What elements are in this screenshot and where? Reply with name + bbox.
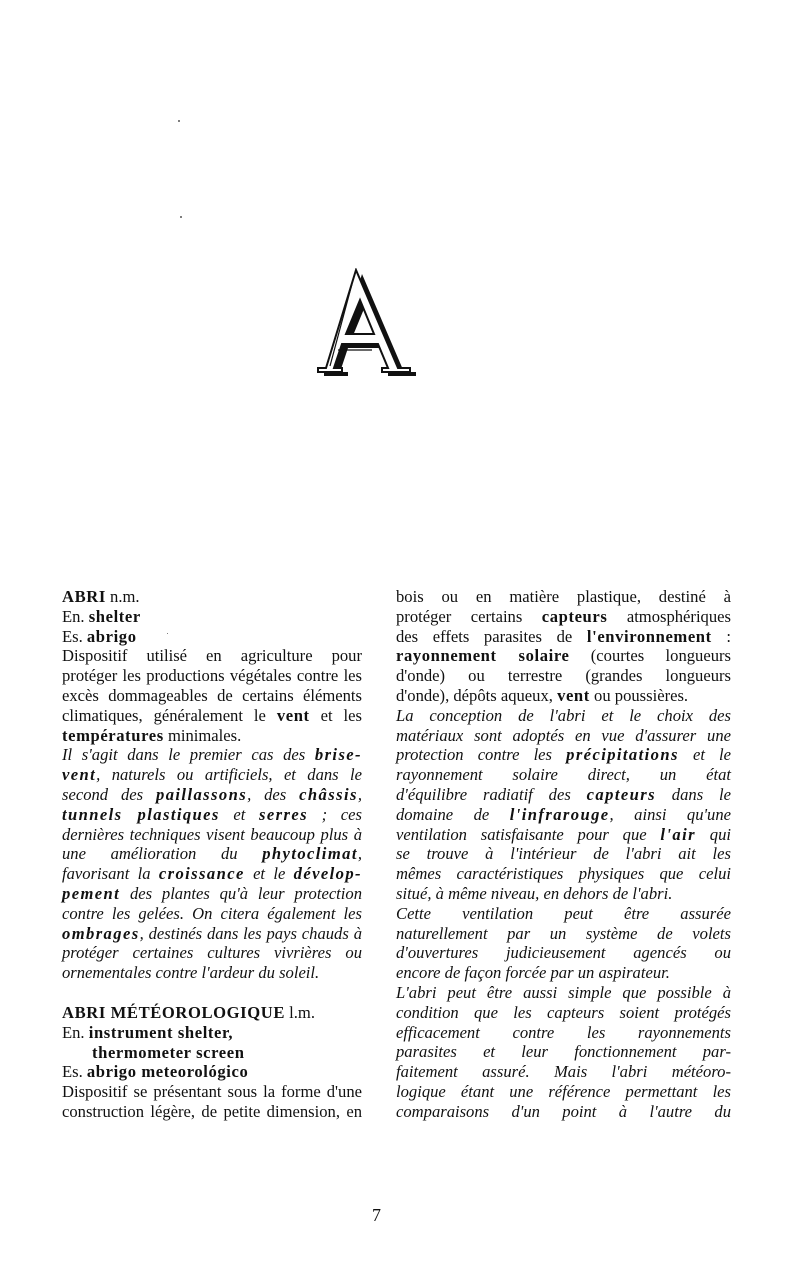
text-line bbox=[396, 1023, 731, 1043]
bold-term: abrigo meteorológico bbox=[86, 1062, 249, 1082]
text-line bbox=[396, 686, 731, 706]
text-segment: parasites et leur fonctionnement par- bbox=[396, 1042, 731, 1062]
left-column-entry-abri-meteorologique bbox=[62, 1003, 362, 1122]
bold-term: serres bbox=[259, 804, 309, 824]
text-line bbox=[396, 745, 731, 765]
text-line bbox=[396, 943, 731, 963]
text-line bbox=[396, 924, 731, 944]
text-segment: condition que les capteurs soient protégés bbox=[396, 1002, 731, 1022]
bold-term: ABRI MÉTÉOROLOGIQUE bbox=[62, 1003, 286, 1022]
text-segment: La conception de l'abri et le choix des bbox=[396, 705, 731, 725]
bold-term: pement bbox=[62, 883, 121, 903]
text-segment: et le bbox=[678, 745, 732, 765]
text-line bbox=[396, 1003, 731, 1023]
text-line bbox=[396, 825, 731, 845]
text-line bbox=[396, 884, 731, 904]
chapter-letter-a-logo bbox=[308, 268, 420, 380]
bold-term: capteurs bbox=[586, 784, 656, 804]
text-line bbox=[396, 765, 731, 785]
bold-term: shelter bbox=[88, 606, 141, 626]
text-segment: logique étant une référence permettant les bbox=[396, 1081, 731, 1101]
text-line bbox=[396, 587, 731, 607]
text-segment: qui bbox=[696, 824, 731, 844]
text-line bbox=[396, 1062, 731, 1082]
text-segment: protéger les productions végétales contre les bbox=[62, 666, 362, 686]
text-segment: ventilation satisfaisante pour que bbox=[396, 824, 661, 844]
text-segment: protéger certains bbox=[396, 606, 542, 626]
bold-term: instrument shelter, bbox=[88, 1022, 234, 1042]
text-segment: protection contre les bbox=[396, 745, 567, 765]
text-line bbox=[396, 607, 731, 627]
text-segment: domaine de bbox=[396, 804, 510, 824]
text-line bbox=[396, 706, 731, 726]
text-line bbox=[62, 963, 362, 983]
text-segment: : bbox=[711, 626, 732, 646]
bold-term: vent bbox=[62, 765, 97, 785]
text-segment: Dispositif utilisé en agriculture pour bbox=[62, 646, 362, 666]
bold-term: croissance bbox=[158, 864, 245, 884]
text-segment: , bbox=[357, 784, 362, 804]
scan-speck bbox=[180, 216, 182, 218]
text-segment: d'onde), dépôts aqueux, bbox=[396, 685, 558, 705]
text-line bbox=[62, 825, 362, 845]
text-segment: Il s'agit dans le premier cas des bbox=[62, 745, 315, 765]
text-segment: second des bbox=[62, 784, 157, 804]
text-line bbox=[396, 785, 731, 805]
bold-term: capteurs bbox=[541, 606, 608, 626]
text-segment: et bbox=[219, 804, 260, 824]
text-segment: Cette ventilation peut être assurée bbox=[396, 903, 731, 923]
text-segment: , naturels ou artificiels, et dans le bbox=[96, 765, 362, 785]
bold-term: précipitations bbox=[566, 745, 679, 765]
text-line bbox=[396, 726, 731, 746]
text-segment: et les bbox=[309, 705, 362, 725]
text-segment: protéger certaines cultures vivrières ou bbox=[62, 943, 362, 963]
bold-term: l'environnement bbox=[586, 626, 712, 646]
bold-term: vent bbox=[557, 685, 590, 705]
bold-term: thermometer screen bbox=[92, 1042, 245, 1062]
text-segment: situé, à même niveau, en dehors de l'abri. bbox=[396, 883, 673, 903]
text-segment: , des bbox=[247, 784, 300, 804]
text-line bbox=[62, 666, 362, 686]
bold-term: tunnels plastiques bbox=[62, 804, 220, 824]
text-line bbox=[62, 1062, 362, 1082]
text-segment: En. bbox=[62, 606, 89, 626]
text-segment: contre les gelées. On citera également les bbox=[62, 903, 362, 923]
bold-term: ombrages bbox=[62, 923, 140, 943]
scan-speck bbox=[178, 120, 180, 122]
text-segment: encore de façon forcée par un aspirateur. bbox=[396, 963, 670, 983]
text-segment: mêmes caractéristiques physiques que celui bbox=[396, 864, 731, 884]
text-segment: , bbox=[357, 844, 362, 864]
text-segment: dans le bbox=[655, 784, 731, 804]
bold-term: ABRI bbox=[62, 587, 106, 606]
text-segment: des plantes qu'à leur protection bbox=[120, 883, 362, 903]
text-line bbox=[62, 904, 362, 924]
text-segment: efficacement contre les rayonnements bbox=[396, 1022, 731, 1042]
text-line bbox=[396, 844, 731, 864]
text-segment: d'équilibre radiatif des bbox=[396, 784, 587, 804]
bold-term: châssis bbox=[299, 784, 358, 804]
text-segment: ornementales contre l'ardeur du soleil. bbox=[62, 963, 320, 983]
bold-term: paillassons bbox=[156, 784, 248, 804]
text-segment: l.m. bbox=[285, 1003, 315, 1022]
bold-term: abrigo bbox=[86, 626, 137, 646]
text-segment: L'abri peut être aussi simple que possible à bbox=[396, 982, 731, 1002]
text-line bbox=[396, 666, 731, 686]
text-segment: Es. bbox=[62, 626, 87, 646]
text-line bbox=[62, 607, 362, 627]
text-line bbox=[62, 884, 362, 904]
text-line bbox=[62, 587, 362, 607]
text-segment: n.m. bbox=[105, 587, 140, 606]
text-line bbox=[396, 963, 731, 983]
bold-term: l'air bbox=[660, 824, 696, 844]
text-line bbox=[62, 864, 362, 884]
text-segment: atmosphériques bbox=[607, 606, 731, 626]
text-line bbox=[62, 1102, 362, 1122]
text-line bbox=[62, 627, 362, 647]
text-segment: , destinés dans les pays chauds à bbox=[139, 923, 362, 943]
text-segment: , ainsi qu'une bbox=[609, 804, 731, 824]
text-line bbox=[62, 726, 362, 746]
text-line bbox=[62, 844, 362, 864]
text-line bbox=[396, 983, 731, 1003]
text-line bbox=[62, 686, 362, 706]
bold-term: phytoclimat bbox=[262, 844, 358, 864]
text-line bbox=[62, 1003, 362, 1023]
text-line bbox=[396, 864, 731, 884]
text-line bbox=[396, 1042, 731, 1062]
text-line bbox=[62, 805, 362, 825]
text-line bbox=[396, 646, 731, 666]
text-line bbox=[396, 627, 731, 647]
text-segment: ; ces bbox=[308, 804, 362, 824]
text-segment: une amélioration du bbox=[62, 844, 263, 864]
text-segment: bois ou en matière plastique, destiné à bbox=[396, 587, 731, 606]
text-segment: Es. bbox=[62, 1062, 87, 1082]
text-line bbox=[396, 805, 731, 825]
bold-term: dévelop- bbox=[293, 864, 362, 884]
text-line bbox=[62, 924, 362, 944]
bold-term: brise- bbox=[314, 745, 362, 765]
text-segment: climatiques, généralement le bbox=[62, 705, 277, 725]
right-column-text bbox=[396, 587, 731, 1122]
text-segment: construction légère, de petite dimension, en bbox=[62, 1101, 362, 1121]
bold-term: rayonnement solaire bbox=[396, 646, 570, 666]
text-segment: des effets parasites de bbox=[396, 626, 587, 646]
text-segment: d'onde) ou terrestre (grandes longueurs bbox=[396, 666, 731, 686]
text-segment: rayonnement solaire direct, un état bbox=[396, 765, 731, 785]
text-line bbox=[62, 1043, 362, 1063]
bold-term: l'infrarouge bbox=[509, 804, 610, 824]
text-line bbox=[62, 706, 362, 726]
text-line bbox=[62, 765, 362, 785]
text-line bbox=[396, 1082, 731, 1102]
text-line bbox=[62, 646, 362, 666]
bold-term: températures bbox=[62, 725, 164, 745]
text-segment: d'ouvertures judicieusement agencés ou bbox=[396, 943, 731, 963]
bold-term: vent bbox=[276, 705, 310, 725]
text-segment: excès dommageables de certains éléments bbox=[62, 685, 362, 705]
text-segment: En. bbox=[62, 1022, 89, 1042]
text-segment: et le bbox=[244, 864, 294, 884]
left-column-entry-abri bbox=[62, 587, 362, 983]
text-segment: (courtes longueurs bbox=[569, 646, 731, 666]
text-segment: dernières techniques visent beaucoup plus à bbox=[62, 824, 362, 844]
text-segment: se trouve à l'intérieur de l'abri ait les bbox=[396, 844, 731, 864]
text-line bbox=[62, 1023, 362, 1043]
text-line bbox=[62, 943, 362, 963]
text-line bbox=[62, 785, 362, 805]
text-line bbox=[62, 745, 362, 765]
text-segment: comparaisons d'un point à l'autre du bbox=[396, 1101, 731, 1121]
text-segment: faitement assuré. Mais l'abri météoro- bbox=[396, 1062, 731, 1082]
text-segment: ou poussières. bbox=[589, 685, 689, 705]
text-segment: minimales. bbox=[163, 725, 242, 745]
text-line bbox=[396, 904, 731, 924]
text-segment: matériaux sont adoptés en vue d'assurer une bbox=[396, 725, 731, 745]
text-line bbox=[396, 1102, 731, 1122]
text-segment: naturellement par un système de volets bbox=[396, 923, 731, 943]
text-line bbox=[62, 1082, 362, 1102]
text-segment: favorisant la bbox=[62, 864, 159, 884]
text-segment: Dispositif se présentant sous la forme d'une bbox=[62, 1082, 362, 1102]
page-number: 7 bbox=[372, 1205, 381, 1225]
